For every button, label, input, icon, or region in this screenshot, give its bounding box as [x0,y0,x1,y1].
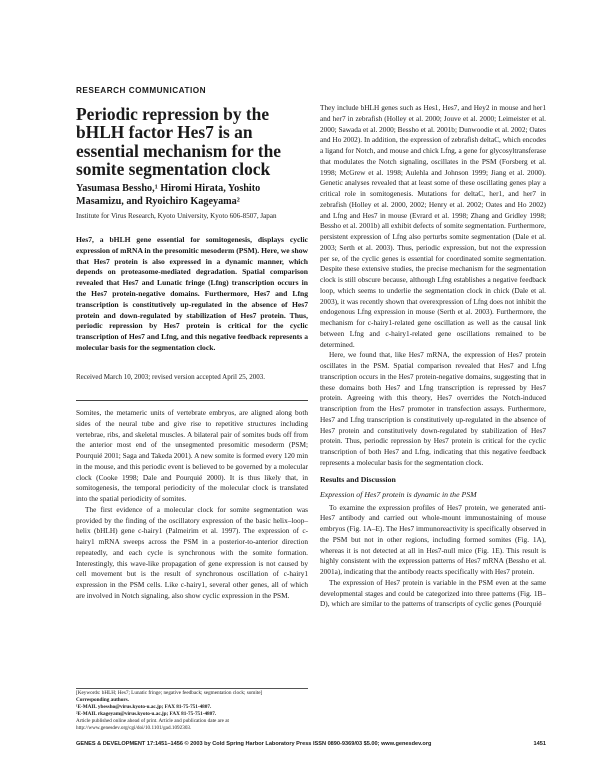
affiliation: Institute for Virus Research, Kyoto University, Kyoto 606-8507, Japan [76,212,277,220]
received-dates: Received March 10, 2003; revised version accepted April 25, 2003. [76,373,265,381]
body-paragraph: Here, we found that, like Hes7 mRNA, the expression of Hes7 protein oscillates in the PSM. Spatial comparison revealed that Hes7 and Lfng transcription occurs in the Hes7 protein-negative domains, suggesting that in these domains both Hes7 and Lfng transcription is repressed by Hes7 protein. Agreeing with this theory, Hes7 overrides the Notch-induced transcription from the Hes7 promoter in transfection assays. Furthermore, Hes7 and Lfng transcription is constitutively up-regulated in the absence of Hes7 protein and constitutively down-regulated by stabilization of Hes7 protein. Thus, periodic repression by Hes7 protein is critical for the cyclic transcription of both Hes7 and Lfng, indicating that this negative feedback represents a molecular basis for the segmentation clock. [320,350,546,467]
abstract: Hes7, a bHLH gene essential for somitogenesis, displays cyclic expression of mRNA in the presomitic mesoderm (PSM). Here, we show that Hes7 protein is also expressed in a dynamic manner, which depends on proteasome-mediated degradation. Spatial comparison revealed that Hes7 and Lunatic fringe (Lfng) transcription occurs in the Hes7 protein-negative domains. Furthermore, Hes7 and Lfng transcription is constitutively up-regulated in the absence of Hes7 protein and down-regulated by stabilization of Hes7 protein. Thus, periodic repression by Hes7 protein is critical for the cyclic transcription of Hes7 and Lfng, and this negative feedback represents a molecular basis for the segmentation clock. [76,235,308,352]
page-footer [76,741,546,747]
body-paragraph: Somites, the metameric units of vertebrate embryos, are aligned along both sides of the neural tube and give rise to repetitive structures including vertebrae, ribs, and skeletal muscles. A bilateral pair of somites buds off from the anterior most end of the unsegmented presomitic mesoderm (PSM; Pourquié 2001; Saga and Takeda 2001). A new somite is formed every 120 min in the mouse, and this periodic event is believed to be governed by a molecular clock (Cooke 1998; Dale and Pourquié 2000). It is thus likely that, in somitogenesis, the temporal periodicity of the molecular clock is translated into the spatial periodicity of somites. [76,408,308,503]
email-1: ¹E-MAIL ybessho@virus.kyoto-u.ac.jp; FAX 81-75-751-4807. [76,704,212,710]
body-paragraph: The first evidence of a molecular clock for somite segmentation was provided by the finding of the oscillatory expression of the basic helix–loop–helix (bHLH) gene c-hairy1 (Palmeirim et al. 1997). The expression of c-hairy1 mRNA sweeps across the PSM in a posterior-to-anterior direction repeatedly, and each cycle is synchronous with the somite formation. Interestingly, this wave-like propagation of gene expression is not caused by cell movement but is the result of synchronous oscillation of c-hairy1 expression in the PSM cells. Like c-hairy1, several other genes, all of which are involved in Notch signaling, also show cyclic expression in the PSM. [76,504,308,600]
subsection-heading: Expression of Hes7 protein is dynamic in the PSM [320,489,477,499]
right-column-body [320,103,546,610]
left-column-body [76,408,308,602]
author-list: Yasumasa Bessho,¹ Hiromi Hirata, Yoshito Masamizu, and Ryoichiro Kageyama² [76,183,261,207]
body-paragraph: The expression of Hes7 protein is variable in the PSM even at the same developmental stages and could be categorized into three patterns (Fig. 1B–D), which are similar to the patterns of transcripts of cyclic genes (Pourquié [320,577,546,609]
section-label: RESEARCH COMMUNICATION [76,86,207,95]
keywords: [Keywords: bHLH; Hes7; Lunatic fringe; negative feedback; segmentation clock; somite] [76,690,263,696]
journal-citation: GENES & DEVELOPMENT 17:1451–1456 © 2003 by Cold Spring Harbor Laboratory Press ISSN 0890-9369/03 $5.00; www.genesdev.org [76,741,432,747]
footnote-block [76,690,308,732]
page-number: 1451 [533,741,546,747]
online-note: Article published online ahead of print. Article and publication date are at http://www.genesdev.org/cgi/doi/10.1101/gad.1092303. [76,718,229,731]
body-paragraph: To examine the expression profiles of Hes7 protein, we generated anti-Hes7 antibody and carried out whole-mount immunostaining of mouse embryos (Fig. 1A–E). The Hes7 immunoreactivity is specifically observed in the PSM but not in other regions, including formed somites (Fig. 1A), whereas it is not detected at all in Hes7-null mice (Fig. 1E). This result is highly consistent with the expression patterns of Hes7 mRNA (Bessho et al. 2001a), indicating that the antibody reacts specifically with Hes7 protein. [320,502,546,576]
corresponding-label: Corresponding authors. [76,697,129,703]
footnote-divider [76,688,308,689]
body-paragraph: They include bHLH genes such as Hes1, Hes7, and Hey2 in mouse and her1 and her7 in zebrafish (Holley et al. 2000; Jouve et al. 2000; Leimeister et al. 2000; Sawada et al. 2000; Bessho et al. 2001b; Dunwoodie et al. 2002; Oates and Ho 2002). In addition, the expression of zebrafish deltaC, which encodes a ligand for Notch, and mouse and chick Lfng, a gene for glycosyltransferase that modulates the Notch signaling, oscillates in the PSM (Forsberg et al. 1998; McGrew et al. 1998; Aulehla and Johnson 1999; Jiang et al. 2000). Genetic analyses revealed that at least some of these oscillating genes play a critical role in somitogenesis. Mutations for deltaC, her1, and her7 in zebrafish (Holley et al. 2000, 2002; Henry et al. 2002; Oates and Ho 2002) and Lfng and Hes7 in mouse (Evrard et al. 1998; Zhang and Gridley 1998; Bessho et al. 2001b) all exhibit defects of somite segmentation. Furthermore, persistent expression of Lfng also perturbs somite segmentation (Dale et al. 2003; Serth et al. 2003). Thus, periodic expression, but not the expression per se, of the cyclic genes is essential for coordinated somite segmentation. Despite these extensive studies, the precise mechanism for the segmentation clock is still obscure because, although Lfng establishes a negative feedback loop, which seems to underlie the segmentation clock in chick (Dale et al. 2003), it was recently shown that overexpression of Lfng does not inhibit the endogenous Lfng expression in mouse (Serth et al. 2003). Furthermore, the mechanism for c-hairy1-related gene oscillation as well as the causal link between Lfng and c-hairy1-related gene oscillations remained to be determined. [320,103,546,349]
email-2: ²E-MAIL rkageyam@virus.kyoto-u.ac.jp; FAX 81-75-751-4807. [76,711,217,717]
section-heading: Results and Discussion [320,474,396,484]
paper-title: Periodic repression by the bHLH factor Hes7 is an essential mechanism for the somite segmentation clock [76,104,281,179]
abstract-divider [76,400,308,401]
